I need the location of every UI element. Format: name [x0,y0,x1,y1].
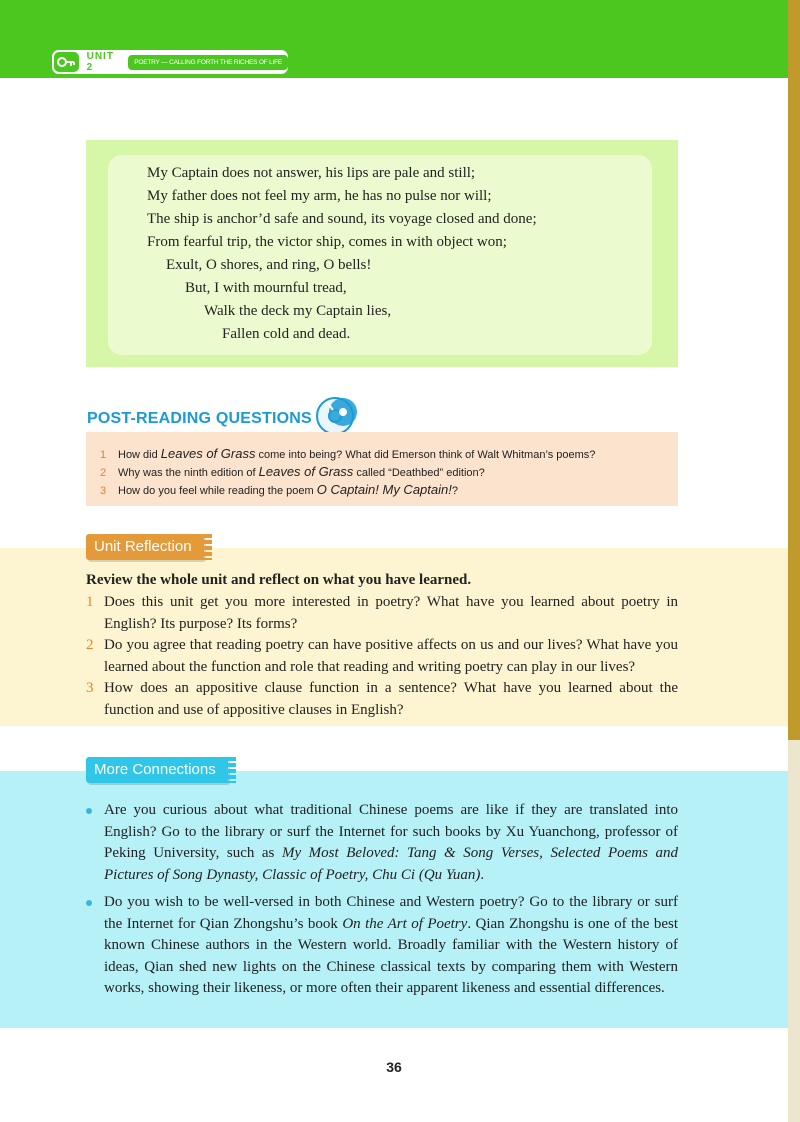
poem-line: Walk the deck my Captain lies, [204,303,392,319]
poem-line: Fallen cold and dead. [222,326,351,342]
bullet-icon [86,900,92,906]
post-reading-title: POST-READING QUESTIONS [87,410,312,427]
connection-text: Are you curious about what traditional Chinese poems are like if they are translated into English? Go to the library or surf the Internet for such books by Xu Yuanchong, professor of Peking University, such as My Most Beloved: Tang & Song Verses, Selected Poems and Pictures of Song Dynasty, Classic of Poetry, Chu Ci (Qu Yuan). [104,802,678,883]
page-number: 36 [386,1059,402,1075]
reflection-number: 1 [86,594,94,610]
poem-line: From fearful trip, the victor ship, comes in with object won; [147,234,507,250]
question-text: come into being? What did Emerson think of Walt Whitman’s poems? [255,449,596,461]
key-icon [52,50,81,74]
question-text: called “Deathbed” edition? [353,467,485,479]
question-number: 2 [100,467,107,479]
question-title-italic: Leaves of Grass [160,446,256,461]
header-bar [0,0,788,78]
unit-title: POETRY — CALLING FORTH THE RICHES OF LIFE [128,55,288,70]
poem-line: Exult, O shores, and ring, O bells! [166,257,372,273]
page-edge-strip [788,0,800,1122]
reflection-text: Do you agree that reading poetry can have positive affects on us and our lives? What have you learned about the function and role that reading and writing poetry can play in our lives? [104,637,678,675]
unit-reflection-heading: Review the whole unit and reflect on what you have learned. [86,572,472,588]
more-connections-label: More Connections [86,757,228,783]
reflection-number: 2 [86,637,94,653]
reflection-number: 3 [86,680,94,696]
question-title-italic: O Captain! My Captain! [316,482,452,497]
question-number: 3 [100,485,107,497]
reflection-item [86,635,678,678]
unit-reflection-label: Unit Reflection [86,534,204,560]
question-text: How do you feel while reading the poem [118,485,317,497]
bullet-icon [86,808,92,814]
post-reading-questions-box [86,432,678,506]
question-text: ? [451,485,458,497]
unit-label: UNIT 2 [86,51,114,73]
question-text: Why was the ninth edition of [118,467,259,479]
connection-item [86,800,678,886]
reflection-item [86,592,678,635]
poem-line: My Captain does not answer, his lips are pale and still; [147,165,476,181]
book-title-italic: On the Art of Poetry [342,915,468,932]
question-number: 1 [100,449,107,461]
question-item [100,446,595,461]
question-item [100,482,458,497]
connection-item [86,892,678,1000]
question-item [100,464,485,479]
poem-line: My father does not feel my arm, he has no pulse nor will; [147,188,492,204]
poem-inner-panel [108,155,652,355]
unit-tab [52,50,288,74]
connection-text: Do you wish to be well-versed in both Chinese and Western poetry? Go to the library or surf the Internet for Qian Zhongshu’s book On the Art of Poetry. Qian Zhongshu is one of the best known Chinese authors in the Western world. Broadly familiar with the Western history of ideas, Qian shed new lights on the Chinese classical texts by comparing them with Western works, showing their likeness, or more often their apparent likeness and essential differences. [104,894,678,996]
page-edge-strip-lower [788,740,800,1122]
poem-line: But, I with mournful tread, [185,280,347,296]
reflection-text: Does this unit get you more interested in poetry? What have you learned about poetry in English? Its purpose? Its forms? [104,594,678,632]
book-titles-italic: My Most Beloved: Tang & Song Verses, Selected Poems and Pictures of Song Dynasty, Classic of Poetry, Chu Ci (Qu Yuan) [104,845,678,883]
question-text: How did [118,449,161,461]
reflection-item [86,678,678,721]
poem-line: The ship is anchor’d safe and sound, its voyage closed and done; [147,211,537,227]
poem-excerpt-box [86,140,678,367]
question-title-italic: Leaves of Grass [258,464,354,479]
reflection-text: How does an appositive clause function in a sentence? What have you learned about the function and use of appositive clauses in English? [104,680,678,718]
